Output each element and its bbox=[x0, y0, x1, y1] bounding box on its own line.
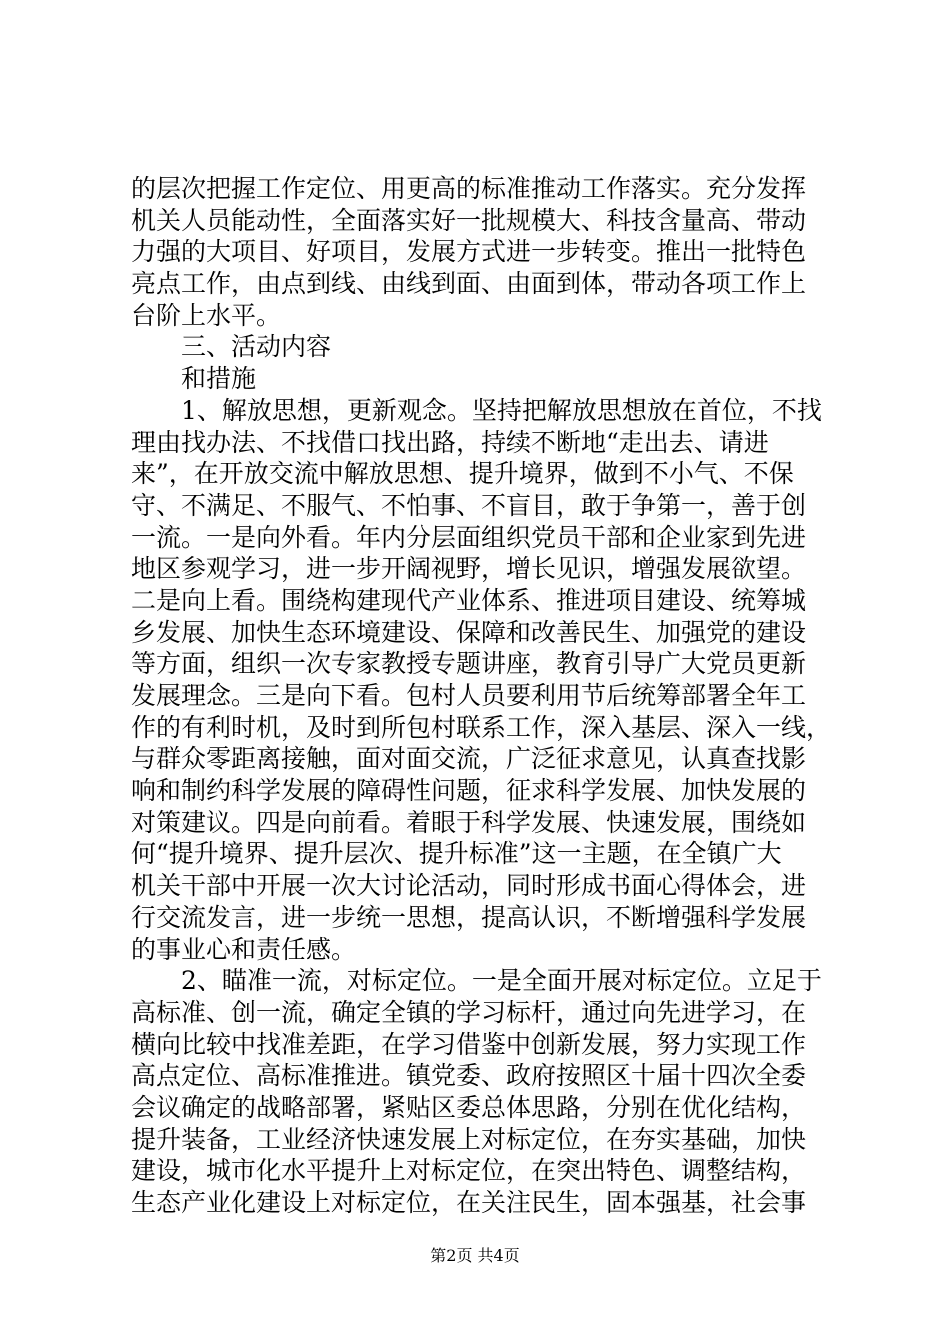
text-line: 亮点工作，由点到线、由线到面、由面到体，带动各项工作上 bbox=[131, 269, 807, 299]
text-line: 何“提升境界、提升层次、提升标准”这一主题，在全镇广大 bbox=[131, 839, 782, 869]
text-line: 作的有利时机，及时到所包村联系工作，深入基层、深入一线， bbox=[131, 712, 832, 742]
text-line: 地区参观学习，进一步开阔视野，增长见识，增强发展欲望。 bbox=[131, 554, 807, 584]
text-line: 三、活动内容 bbox=[181, 332, 332, 362]
text-line: 守、不满足、不服气、不怕事、不盲目，敢于争第一，善于创 bbox=[131, 490, 807, 520]
text-line: 机关干部中开展一次大讨论活动，同时形成书面心得体会，进 bbox=[131, 871, 807, 901]
text-line: 乡发展、加快生态环境建设、保障和改善民生、加强党的建设 bbox=[131, 617, 807, 647]
text-line: 提升装备，工业经济快速发展上对标定位，在夯实基础，加快 bbox=[131, 1124, 807, 1154]
text-line: 等方面，组织一次专家教授专题讲座，教育引导广大党员更新 bbox=[131, 649, 807, 679]
text-line: 生态产业化建设上对标定位，在关注民生，固本强基，社会事 bbox=[131, 1188, 807, 1217]
text-line: 二是向上看。围绕构建现代产业体系、推进项目建设、统筹城 bbox=[131, 585, 807, 615]
text-line: 台阶上水平。 bbox=[131, 300, 282, 330]
text-line: 高标准、创一流，确定全镇的学习标杆，通过向先进学习，在 bbox=[131, 997, 807, 1027]
page-footer: 第2页 共4页 bbox=[430, 1246, 520, 1265]
text-line: 对策建议。四是向前看。着眼于科学发展、快速发展，围绕如 bbox=[131, 807, 807, 837]
text-line: 一流。一是向外看。年内分层面组织党员干部和企业家到先进 bbox=[131, 522, 807, 552]
text-line: 的事业心和责任感。 bbox=[131, 934, 357, 964]
text-line: 发展理念。三是向下看。包村人员要利用节后统筹部署全年工 bbox=[131, 681, 807, 710]
text-line: 会议确定的战略部署，紧贴区委总体思路，分别在优化结构， bbox=[131, 1092, 807, 1122]
text-line: 来”，在开放交流中解放思想、提升境界，做到不小气、不保 bbox=[131, 459, 794, 489]
text-line: 2、瞄准一流，对标定位。一是全面开展对标定位。立足于 bbox=[181, 966, 822, 996]
text-line: 机关人员能动性，全面落实好一批规模大、科技含量高、带动 bbox=[131, 205, 807, 235]
text-line: 力强的大项目、好项目，发展方式进一步转变。推出一批特色 bbox=[131, 237, 807, 267]
text-line: 与群众零距离接触，面对面交流，广泛征求意见，认真查找影 bbox=[131, 744, 807, 774]
text-line: 和措施 bbox=[181, 364, 257, 394]
text-line: 理由找办法、不找借口找出路，持续不断地“走出去、请进 bbox=[131, 427, 769, 457]
text-line: 高点定位、高标准推进。镇党委、政府按照区十届十四次全委 bbox=[131, 1061, 807, 1091]
text-line: 建设，城市化水平提升上对标定位，在突出特色、调整结构， bbox=[131, 1156, 807, 1186]
text-line: 行交流发言，进一步统一思想，提高认识，不断增强科学发展 bbox=[131, 902, 807, 932]
text-line: 横向比较中找准差距，在学习借鉴中创新发展，努力实现工作 bbox=[131, 1029, 807, 1059]
text-line: 响和制约科学发展的障碍性问题，征求科学发展、加快发展的 bbox=[131, 776, 807, 806]
text-line: 1、解放思想，更新观念。坚持把解放思想放在首位，不找 bbox=[181, 395, 822, 425]
document-body bbox=[131, 173, 831, 1219]
text-line: 的层次把握工作定位、用更高的标准推动工作落实。充分发挥 bbox=[131, 174, 807, 203]
